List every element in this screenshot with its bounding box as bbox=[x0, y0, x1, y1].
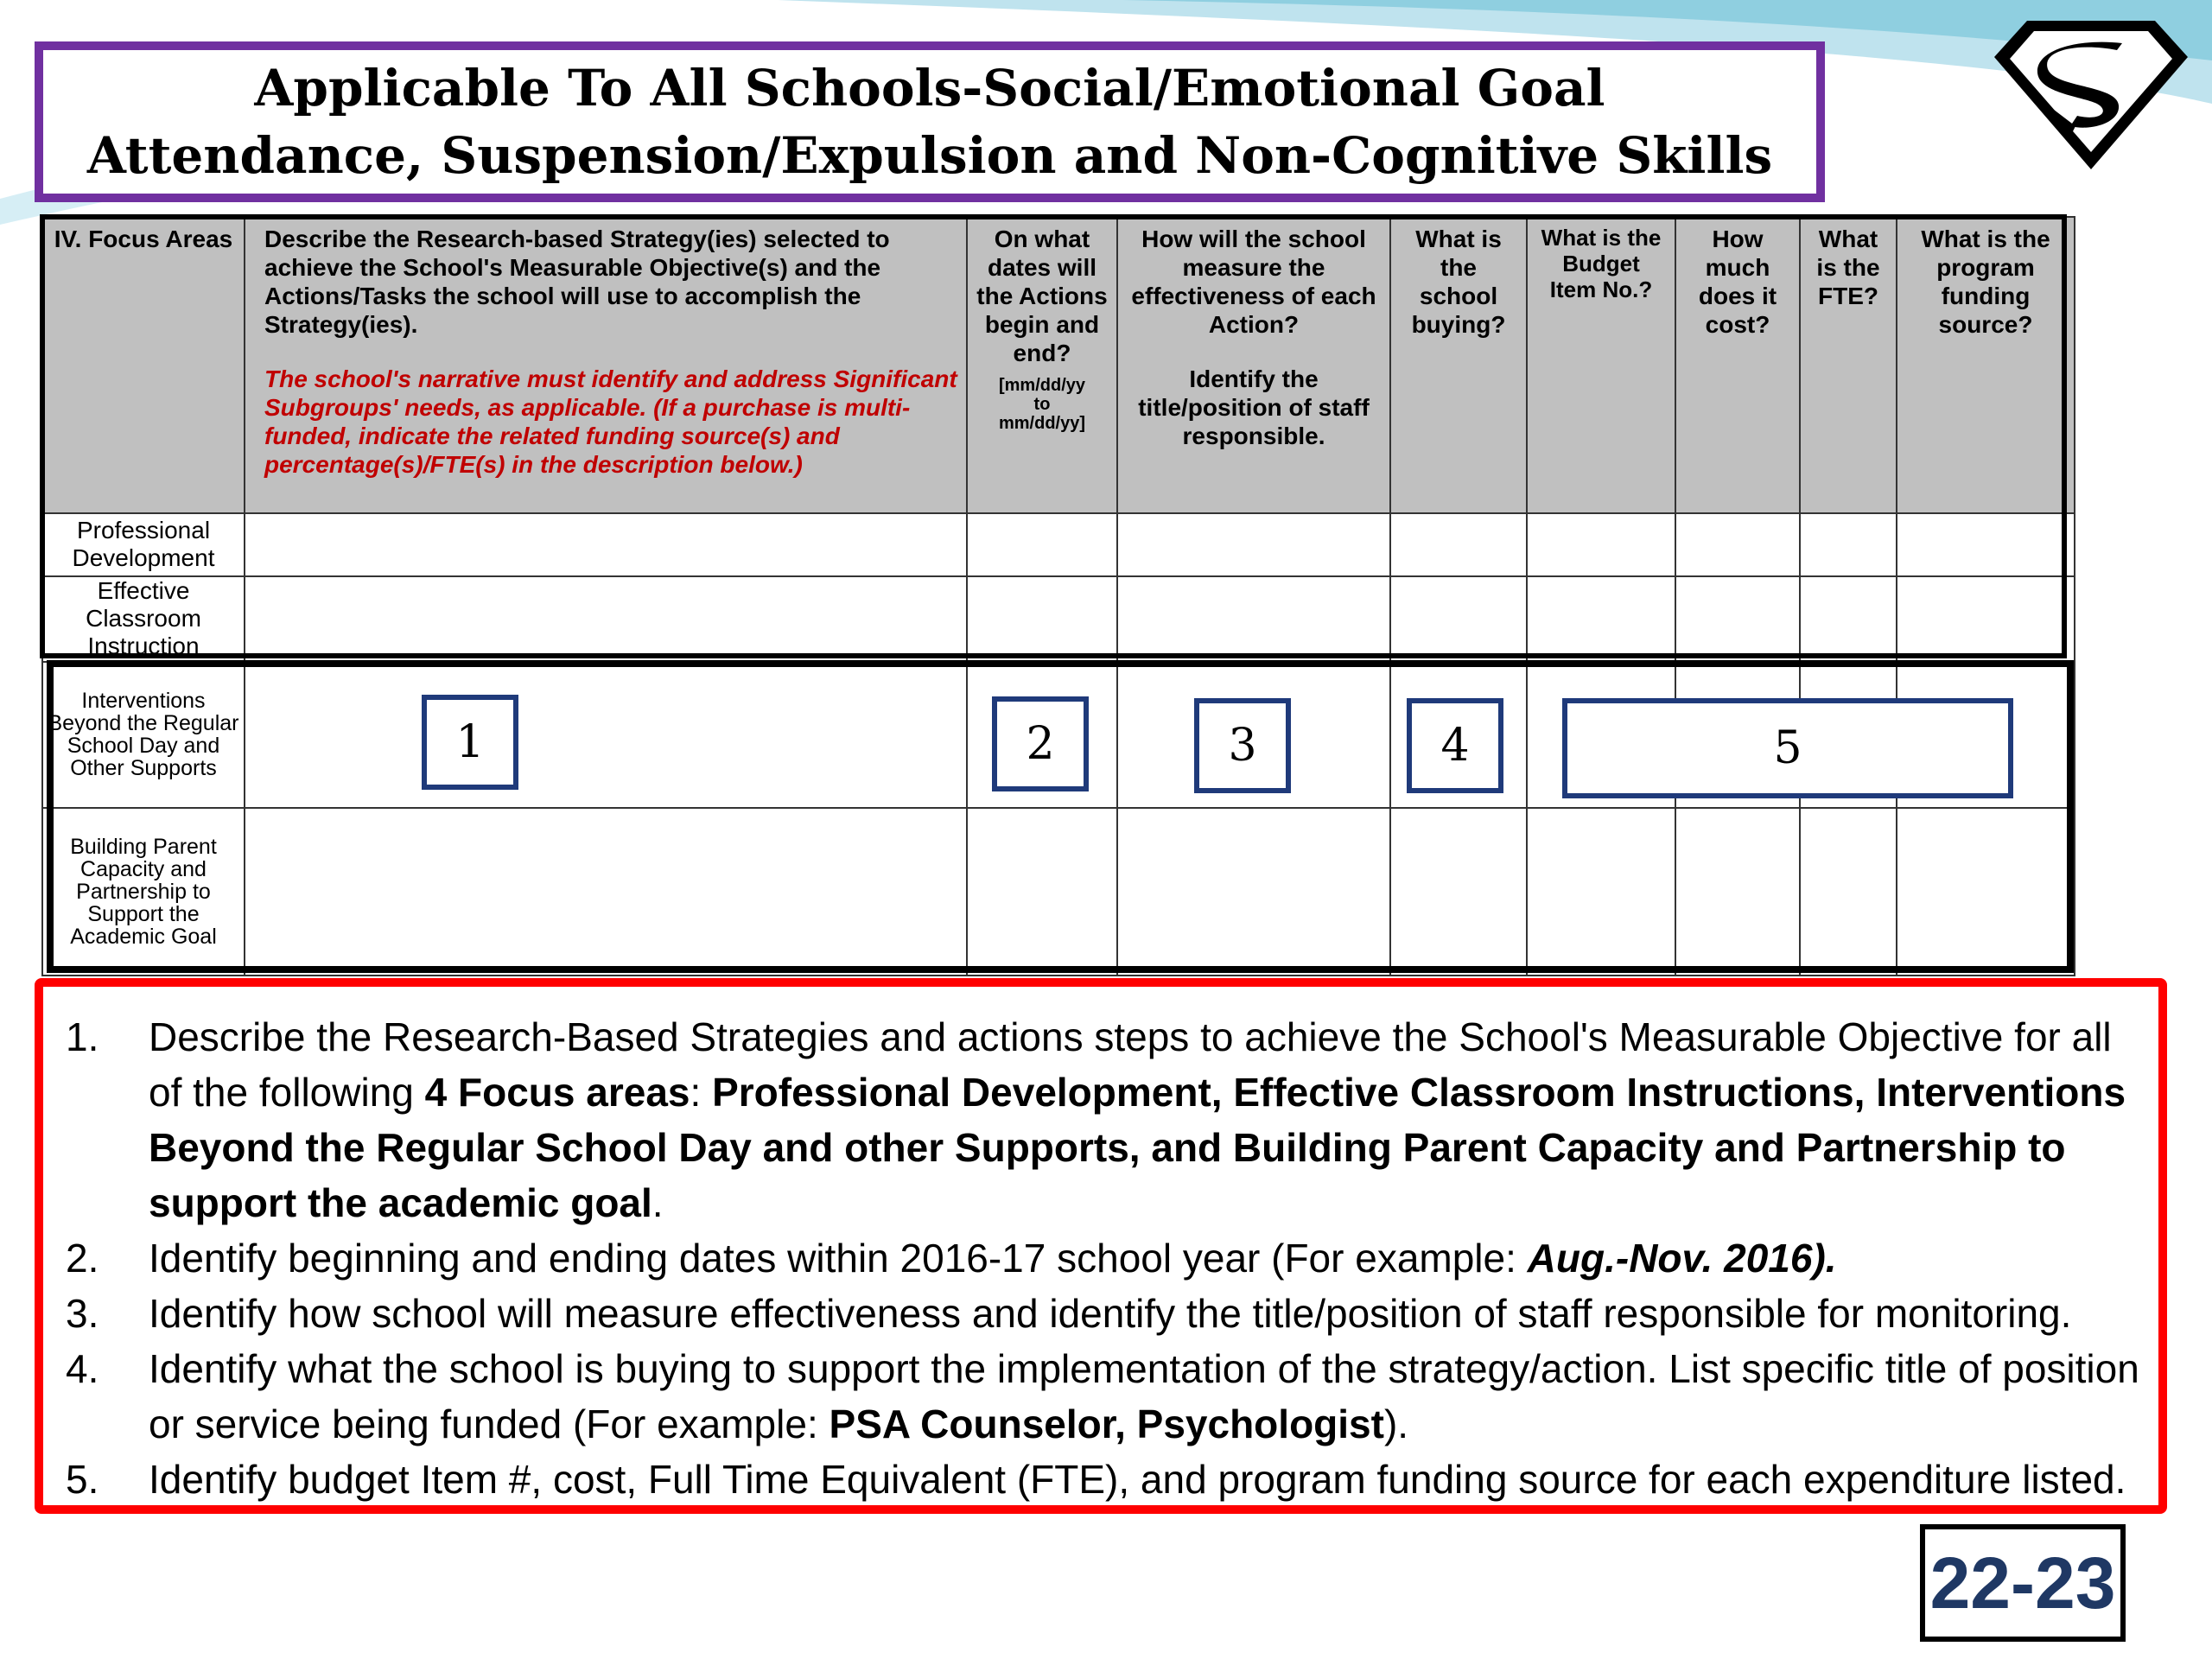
funding-cell[interactable] bbox=[1897, 513, 2075, 576]
header-funding-source: What is the program funding source? bbox=[1897, 217, 2075, 513]
instruction-item bbox=[66, 1341, 2141, 1452]
instruction-item bbox=[66, 1452, 2141, 1507]
instruction-text: Identify beginning and ending dates within 2016-17 school year (For example: Aug.-Nov. 2016). bbox=[149, 1236, 1837, 1281]
strategy-cell[interactable] bbox=[245, 808, 967, 976]
focus-area-cell: Effective Classroom Instruction bbox=[42, 576, 245, 662]
instructions-box bbox=[35, 978, 2167, 1514]
instruction-number: 4. bbox=[66, 1346, 99, 1391]
focus-area-cell: Interventions Beyond the Regular School Day and Other Supports bbox=[42, 662, 245, 809]
instruction-number: 3. bbox=[66, 1291, 99, 1336]
header-budget-item: What is the Budget Item No.? bbox=[1527, 217, 1675, 513]
header-buying: What is the school buying? bbox=[1390, 217, 1527, 513]
header-measure-note: Identify the title/position of staff responsible. bbox=[1138, 365, 1370, 449]
measure-cell[interactable] bbox=[1117, 808, 1390, 976]
marker-5: 5 bbox=[1562, 698, 2013, 798]
marker-3: 3 bbox=[1194, 698, 1291, 793]
header-focus-areas: IV. Focus Areas bbox=[42, 217, 245, 513]
strategy-cell[interactable] bbox=[245, 662, 967, 809]
measure-cell[interactable] bbox=[1117, 576, 1390, 662]
dates-cell[interactable] bbox=[967, 808, 1117, 976]
instruction-text: Identify how school will measure effectiveness and identify the title/position of staff responsible for monitoring. bbox=[149, 1291, 2072, 1336]
buying-cell[interactable] bbox=[1390, 576, 1527, 662]
buying-cell[interactable] bbox=[1390, 808, 1527, 976]
instruction-number: 5. bbox=[66, 1457, 99, 1502]
marker-2: 2 bbox=[992, 696, 1089, 791]
fte-cell[interactable] bbox=[1800, 576, 1897, 662]
header-row bbox=[42, 217, 2075, 513]
header-cost: How much does it cost? bbox=[1675, 217, 1800, 513]
focus-area-cell: Building Parent Capacity and Partnership to Support the Academic Goal bbox=[42, 808, 245, 976]
buying-cell[interactable] bbox=[1390, 513, 1527, 576]
fte-cell[interactable] bbox=[1800, 513, 1897, 576]
strategy-planning-table bbox=[41, 216, 2075, 976]
instruction-item bbox=[66, 1230, 2141, 1286]
instruction-text: Describe the Research-Based Strategies and actions steps to achieve the School's Measurable Objective for all of the following 4 Focus areas: Professional Development, Effective Classroom Instructions, Interventions Beyond the Regular School Day and other Supports, and Building Parent Capacity and Partnership to support the academic goal. bbox=[149, 1014, 2126, 1225]
strategy-cell[interactable] bbox=[245, 513, 967, 576]
budget-cell[interactable] bbox=[1527, 576, 1675, 662]
instruction-item bbox=[66, 1286, 2141, 1341]
cost-cell[interactable] bbox=[1675, 576, 1800, 662]
fte-cell[interactable] bbox=[1800, 808, 1897, 976]
slide-title-box bbox=[35, 41, 1825, 202]
slide-title-line-2: Attendance, Suspension/Expulsion and Non-Cognitive Skills bbox=[86, 126, 1773, 185]
focus-area-cell: Professional Development bbox=[42, 513, 245, 576]
header-dates-format: [mm/dd/yy to mm/dd/yy] bbox=[998, 376, 1086, 433]
budget-cell[interactable] bbox=[1527, 513, 1675, 576]
dates-cell[interactable] bbox=[967, 576, 1117, 662]
cost-cell[interactable] bbox=[1675, 513, 1800, 576]
header-dates: On what dates will the Actions begin and end? [mm/dd/yy to mm/dd/yy] bbox=[967, 217, 1117, 513]
table-row bbox=[42, 513, 2075, 576]
funding-cell[interactable] bbox=[1897, 576, 2075, 662]
marker-4: 4 bbox=[1407, 698, 1503, 793]
instruction-number: 2. bbox=[66, 1236, 99, 1281]
strategy-cell[interactable] bbox=[245, 576, 967, 662]
instruction-number: 1. bbox=[66, 1014, 99, 1059]
header-fte: What is the FTE? bbox=[1800, 217, 1897, 513]
table-row bbox=[42, 808, 2075, 976]
table-row bbox=[42, 576, 2075, 662]
page-number: 22-23 bbox=[1920, 1524, 2126, 1642]
header-strategy: Describe the Research-based Strategy(ies) selected to achieve the School's Measurable Objective(s) and the Actions/Tasks the school will use to accomplish the Strategy(ies). The school's narrative must identify and address Significant Subgroups' needs, as applicable. (If a purchase is multi-funded, indicate the related funding source(s) and percentage(s)/FTE(s) in the description below.) bbox=[245, 217, 967, 513]
instruction-text: Identify what the school is buying to support the implementation of the strategy/action. List specific title of position or service being funded (For example: PSA Counselor, Psychologist). bbox=[149, 1346, 2139, 1446]
slide-title-line-1: Applicable To All Schools-Social/Emotional Goal bbox=[254, 59, 1605, 118]
measure-cell[interactable] bbox=[1117, 513, 1390, 576]
instruction-item bbox=[66, 1009, 2141, 1230]
dates-cell[interactable] bbox=[967, 513, 1117, 576]
marker-1: 1 bbox=[422, 695, 518, 790]
budget-cell[interactable] bbox=[1527, 808, 1675, 976]
funding-cell[interactable] bbox=[1897, 808, 2075, 976]
instruction-text: Identify budget Item #, cost, Full Time Equivalent (FTE), and program funding source for each expenditure listed. bbox=[149, 1457, 2126, 1502]
cost-cell[interactable] bbox=[1675, 808, 1800, 976]
superman-shield-icon bbox=[1987, 16, 2195, 175]
header-strategy-note: The school's narrative must identify and address Significant Subgroups' needs, as applicable. (If a purchase is multi-funded, indicate the related funding source(s) and percentage(s)/FTE(s) in the description below.) bbox=[264, 365, 957, 478]
header-measure: How will the school measure the effectiveness of each Action? Identify the title/position of staff responsible. bbox=[1117, 217, 1390, 513]
